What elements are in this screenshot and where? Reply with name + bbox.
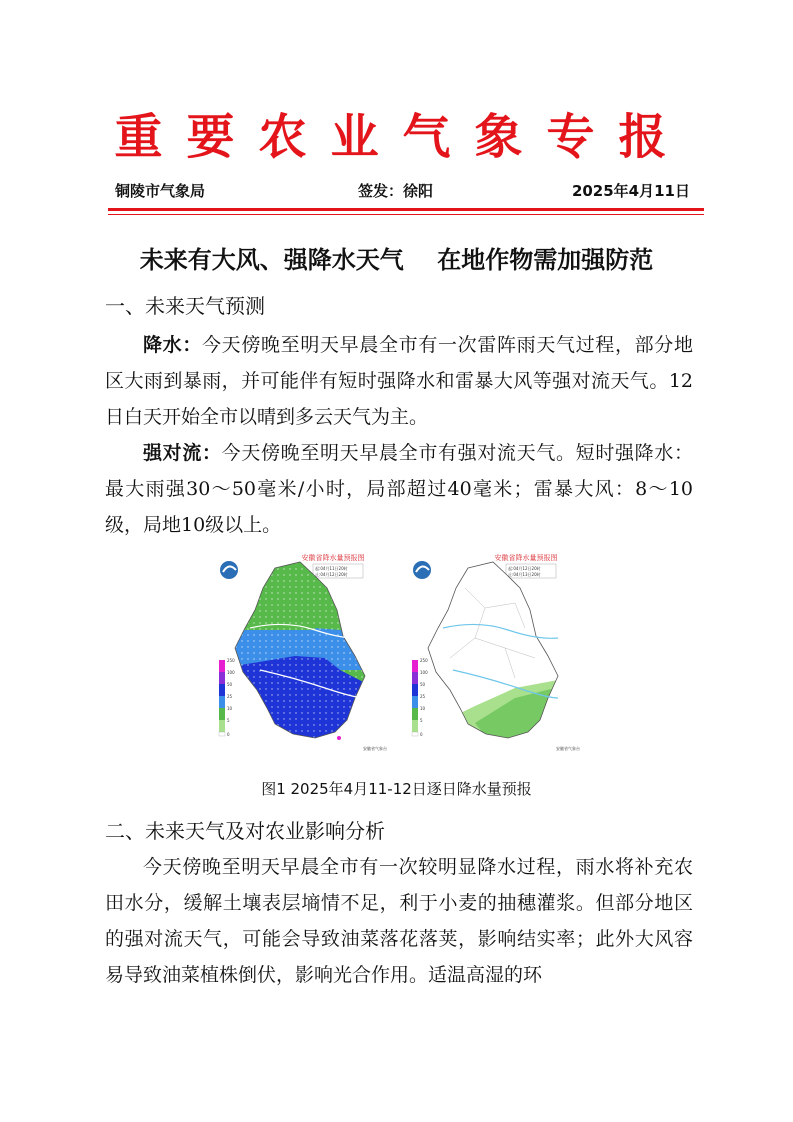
section1-heading: 一、未来天气预测 [105, 294, 265, 318]
issue-date: 2025年4月11日 [571, 182, 690, 200]
convection-label: 强对流： [143, 442, 222, 464]
svg-text:0: 0 [227, 732, 230, 737]
map2-time-end: 止:04月13日20时 [508, 572, 541, 577]
svg-text:10: 10 [227, 706, 233, 711]
svg-text:100: 100 [420, 670, 428, 675]
header-rule-thick [108, 208, 704, 211]
signer: 签发：徐阳 [358, 182, 434, 200]
map2-agency: 安徽省气象台 [556, 746, 580, 751]
map1-time-end: 止:04月12日20时 [315, 572, 348, 577]
svg-text:0: 0 [420, 732, 423, 737]
map-panel-2 [408, 548, 598, 758]
svg-text:50: 50 [227, 682, 233, 687]
svg-text:100: 100 [227, 670, 235, 675]
svg-text:25: 25 [420, 694, 426, 699]
map1-agency: 安徽省气象台 [363, 746, 387, 751]
header-meta [115, 180, 690, 206]
svg-text:10: 10 [420, 706, 426, 711]
section1-paragraph-precip [105, 327, 693, 435]
figure-caption: 图1 2025年4月11-12日逐日降水量预报 [261, 780, 532, 798]
section2-paragraph: 今天傍晚至明天早晨全市有一次较明显降水过程，雨水将补充农田水分，缓解土壤表层墒情不足，利于小麦的抽穗灌浆。但部分地区的强对流天气，可能会导致油菜落花落荚，影响结实率；此外大风容易导致油菜植株倒伏，影响光合作用。适温高湿的环 [105, 856, 693, 986]
map-panel-1 [215, 548, 405, 758]
svg-text:5: 5 [420, 718, 423, 723]
svg-text:250: 250 [420, 658, 428, 663]
issuer: 铜陵市气象局 [115, 182, 206, 200]
map2-title: 安徽省降水量预报图 [494, 554, 558, 562]
precipitation-forecast-figure [215, 548, 598, 758]
map1-title: 安徽省降水量预报图 [301, 554, 365, 562]
svg-text:250: 250 [227, 658, 235, 663]
map1-time-start: 起:04月11日20时 [315, 566, 348, 571]
convection-text: 今天傍晚至明天早晨全市有强对流天气。短时强降水：最大雨强30～50毫米/小时，局部超过40毫米；雷暴大风：8～10级，局地10级以上。 [105, 442, 693, 536]
svg-text:50: 50 [420, 682, 426, 687]
header-rule-thin [108, 214, 704, 215]
masthead-title: 重要农业气象专报 [114, 109, 691, 165]
map2-time-start: 起:04月12日20时 [508, 566, 541, 571]
precip-text: 今天傍晚至明天早晨全市有一次雷阵雨天气过程，部分地区大雨到暴雨，并可能伴有短时强降水和雷暴大风等强对流天气。12日白天开始全市以晴到多云天气为主。 [105, 334, 693, 428]
document-title: 未来有大风、强降水天气 在地作物需加强防范 [139, 245, 654, 274]
section2-heading: 二、未来天气及对农业影响分析 [105, 819, 385, 843]
section1-paragraph-convection [105, 435, 693, 543]
precip-label: 降水： [143, 334, 202, 356]
svg-text:5: 5 [227, 718, 230, 723]
svg-text:25: 25 [227, 694, 233, 699]
